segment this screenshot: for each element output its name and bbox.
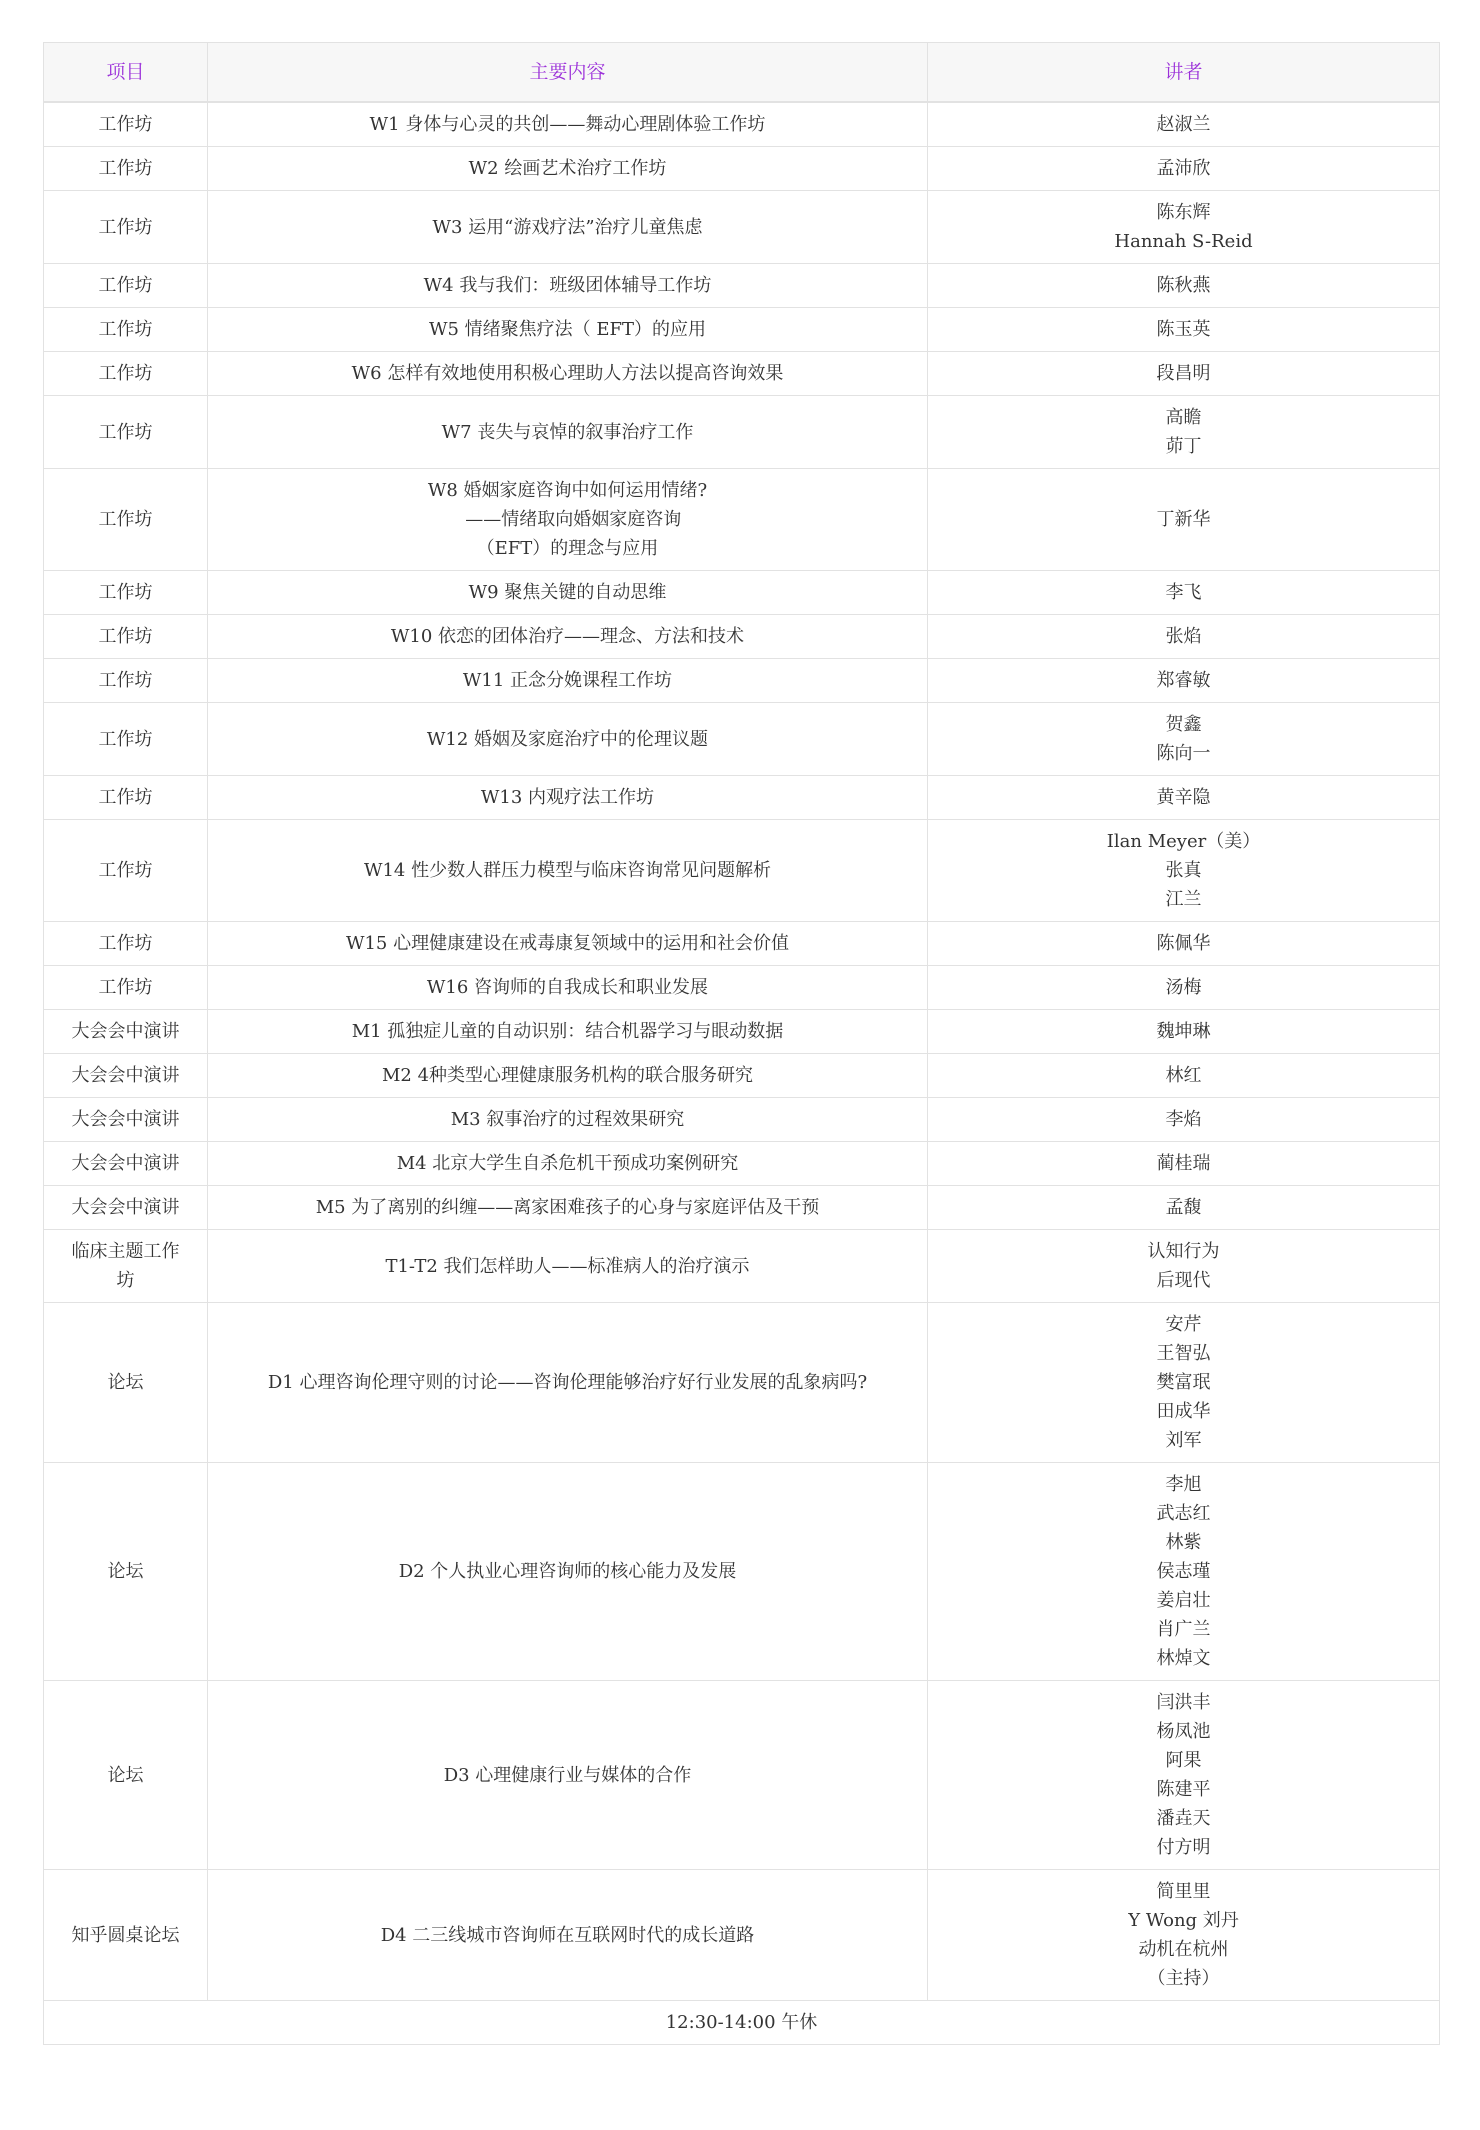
- speaker-line: 闫洪丰: [1156, 1692, 1211, 1713]
- content-line: M5 为了离别的纠缠——离家困难孩子的心身与家庭评估及干预: [315, 1197, 820, 1218]
- speaker-line: 贺鑫: [1165, 714, 1202, 735]
- speaker-line: 段昌明: [1156, 363, 1211, 384]
- lunch-break: 12:30-14:00 午休: [44, 2001, 1440, 2045]
- category-cell: [44, 191, 208, 264]
- speaker-line: 杨凤池: [1156, 1721, 1211, 1742]
- content-line: M4 北京大学生自杀危机干预成功案例研究: [396, 1153, 739, 1174]
- speaker-line: 张焰: [1165, 626, 1202, 647]
- content-line: W6 怎样有效地使用积极心理助人方法以提高咨询效果: [351, 363, 784, 384]
- content-line: M1 孤独症儿童的自动识别：结合机器学习与眼动数据: [351, 1021, 784, 1042]
- table-row: [44, 1054, 1440, 1098]
- speaker-line: 田成华: [1156, 1401, 1211, 1422]
- table-row: [44, 1681, 1440, 1870]
- content-line: W12 婚姻及家庭治疗中的伦理议题: [426, 728, 709, 750]
- content-line: D4 二三线城市咨询师在互联网时代的成长道路: [380, 1924, 755, 1946]
- speaker-cell: [928, 352, 1440, 396]
- speaker-line: 简里里: [1156, 1881, 1211, 1902]
- category-cell: [44, 820, 208, 922]
- content-cell: [208, 352, 928, 396]
- category-line: 工作坊: [98, 626, 153, 647]
- speaker-line: 茆丁: [1165, 436, 1202, 457]
- category-cell: [44, 1870, 208, 2001]
- category-cell: [44, 102, 208, 147]
- category-cell: [44, 1681, 208, 1870]
- table-row: [44, 1010, 1440, 1054]
- speaker-line: 林红: [1165, 1065, 1202, 1086]
- speaker-line: 黄辛隐: [1156, 787, 1211, 808]
- content-cell: [208, 776, 928, 820]
- speaker-line: 后现代: [1156, 1270, 1211, 1291]
- speaker-cell: [928, 469, 1440, 571]
- content-cell: [208, 1681, 928, 1870]
- category-cell: [44, 703, 208, 776]
- table-row: [44, 571, 1440, 615]
- speaker-line: Y Wong 刘丹: [1128, 1910, 1239, 1931]
- speaker-cell: [928, 1054, 1440, 1098]
- speaker-cell: [928, 571, 1440, 615]
- category-cell: [44, 922, 208, 966]
- speaker-line: 江兰: [1165, 889, 1202, 910]
- content-line: M2 4种类型心理健康服务机构的联合服务研究: [381, 1065, 754, 1086]
- content-cell: [208, 922, 928, 966]
- content-line: W9 聚焦关键的自动思维: [468, 582, 667, 603]
- speaker-line: 付方明: [1156, 1837, 1211, 1858]
- content-cell: [208, 820, 928, 922]
- content-cell: [208, 1054, 928, 1098]
- header-row: [44, 43, 1440, 103]
- table-row: [44, 659, 1440, 703]
- category-cell: [44, 571, 208, 615]
- category-line: 工作坊: [98, 158, 153, 179]
- category-line: 工作坊: [98, 933, 153, 954]
- table-row: [44, 703, 1440, 776]
- speaker-cell: [928, 1463, 1440, 1681]
- speaker-line: 蔺桂瑞: [1156, 1153, 1211, 1174]
- table-row: [44, 922, 1440, 966]
- content-line: W16 咨询师的自我成长和职业发展: [426, 977, 709, 998]
- speaker-line: 李飞: [1165, 582, 1202, 603]
- category-cell: [44, 147, 208, 191]
- table-row: [44, 1230, 1440, 1303]
- content-cell: [208, 264, 928, 308]
- content-line: W4 我与我们：班级团体辅导工作坊: [423, 275, 712, 296]
- category-line: 大会会中演讲: [71, 1153, 180, 1174]
- content-line: W8 婚姻家庭咨询中如何运用情绪?: [427, 480, 708, 501]
- content-cell: [208, 308, 928, 352]
- category-line: 大会会中演讲: [71, 1065, 180, 1086]
- content-cell: [208, 191, 928, 264]
- speaker-cell: [928, 1098, 1440, 1142]
- content-line: T1-T2 我们怎样助人——标准病人的治疗演示: [385, 1255, 750, 1277]
- category-cell: [44, 1010, 208, 1054]
- speaker-line: 张真: [1165, 860, 1202, 881]
- table-row: [44, 308, 1440, 352]
- table-row: [44, 1870, 1440, 2001]
- category-cell: [44, 615, 208, 659]
- content-line: D3 心理健康行业与媒体的合作: [443, 1764, 692, 1786]
- category-line: 工作坊: [98, 787, 153, 808]
- speaker-line: 认知行为: [1147, 1241, 1220, 1262]
- speaker-line: 安芹: [1165, 1314, 1202, 1335]
- speaker-line: 刘军: [1165, 1430, 1202, 1451]
- content-cell: [208, 1098, 928, 1142]
- category-line: 论坛: [107, 1561, 144, 1582]
- category-line: 工作坊: [98, 509, 153, 530]
- speaker-line: 林紫: [1165, 1532, 1202, 1553]
- speaker-cell: [928, 776, 1440, 820]
- table-row: [44, 1098, 1440, 1142]
- table-row: [44, 615, 1440, 659]
- table-footer: [44, 2001, 1440, 2045]
- content-line: W5 情绪聚焦疗法（ EFT）的应用: [428, 319, 707, 340]
- speaker-line: 李焰: [1165, 1109, 1202, 1130]
- content-line: W1 身体与心灵的共创——舞动心理剧体验工作坊: [369, 114, 766, 135]
- speaker-line: Hannah S-Reid: [1114, 231, 1253, 252]
- category-cell: [44, 1230, 208, 1303]
- speaker-line: 林焯文: [1156, 1648, 1211, 1669]
- speaker-cell: [928, 396, 1440, 469]
- speaker-line: 汤梅: [1165, 977, 1202, 998]
- speaker-line: 李旭: [1165, 1474, 1202, 1495]
- content-cell: [208, 615, 928, 659]
- speaker-cell: [928, 659, 1440, 703]
- speaker-line: 樊富珉: [1156, 1372, 1211, 1393]
- category-line: 工作坊: [98, 728, 153, 750]
- speaker-line: 陈建平: [1156, 1779, 1211, 1800]
- category-cell: [44, 396, 208, 469]
- table-row: [44, 396, 1440, 469]
- speaker-cell: [928, 820, 1440, 922]
- table-row: [44, 1463, 1440, 1681]
- speaker-cell: [928, 1186, 1440, 1230]
- category-cell: [44, 659, 208, 703]
- category-cell: [44, 308, 208, 352]
- content-line: W15 心理健康建设在戒毒康复领域中的运用和社会价值: [345, 933, 790, 954]
- content-cell: [208, 1142, 928, 1186]
- speaker-cell: [928, 615, 1440, 659]
- content-cell: [208, 1186, 928, 1230]
- speaker-line: 陈佩华: [1156, 933, 1211, 954]
- content-cell: [208, 102, 928, 147]
- category-cell: [44, 966, 208, 1010]
- speaker-cell: [928, 1230, 1440, 1303]
- speaker-line: 魏坤琳: [1156, 1021, 1211, 1042]
- content-line: D1 心理咨询伦理守则的讨论——咨询伦理能够治疗好行业发展的乱象病吗?: [267, 1372, 868, 1393]
- category-cell: [44, 469, 208, 571]
- table-row: [44, 191, 1440, 264]
- content-line: D2 个人执业心理咨询师的核心能力及发展: [398, 1561, 737, 1582]
- speaker-line: Ilan Meyer（美）: [1106, 831, 1261, 852]
- speaker-cell: [928, 922, 1440, 966]
- header-content: 主要内容: [208, 43, 928, 103]
- table-row: [44, 264, 1440, 308]
- speaker-cell: [928, 1870, 1440, 2001]
- speaker-line: 孟馥: [1165, 1197, 1202, 1218]
- table-row: [44, 102, 1440, 147]
- footer-row: [44, 2001, 1440, 2045]
- category-line: 工作坊: [98, 319, 153, 340]
- category-line: 论坛: [107, 1372, 144, 1393]
- speaker-cell: [928, 703, 1440, 776]
- speaker-line: 侯志瑾: [1156, 1561, 1211, 1582]
- table-row: [44, 1186, 1440, 1230]
- speaker-cell: [928, 308, 1440, 352]
- category-line: 工作坊: [98, 582, 153, 603]
- content-cell: [208, 1230, 928, 1303]
- content-line: W13 内观疗法工作坊: [480, 787, 655, 808]
- category-line: 大会会中演讲: [71, 1197, 180, 1218]
- speaker-line: 阿果: [1165, 1750, 1202, 1771]
- speaker-cell: [928, 102, 1440, 147]
- speaker-cell: [928, 264, 1440, 308]
- speaker-line: 陈玉英: [1156, 319, 1211, 340]
- content-cell: [208, 571, 928, 615]
- speaker-line: 肖广兰: [1156, 1619, 1211, 1640]
- speaker-line: 赵淑兰: [1156, 114, 1211, 135]
- category-line: 工作坊: [98, 114, 153, 135]
- content-line: W11 正念分娩课程工作坊: [462, 670, 673, 691]
- category-line: 知乎圆桌论坛: [71, 1924, 180, 1946]
- speaker-cell: [928, 966, 1440, 1010]
- speaker-cell: [928, 1142, 1440, 1186]
- category-line: 工作坊: [98, 421, 153, 443]
- content-line: （EFT）的理念与应用: [476, 538, 659, 559]
- category-line: 工作坊: [98, 275, 153, 296]
- table-row: [44, 1142, 1440, 1186]
- schedule-container: [43, 42, 1439, 2045]
- table-body: [44, 102, 1440, 2001]
- content-line: M3 叙事治疗的过程效果研究: [450, 1109, 685, 1130]
- category-cell: [44, 1463, 208, 1681]
- speaker-line: 王智弘: [1156, 1343, 1211, 1364]
- content-cell: [208, 659, 928, 703]
- category-cell: [44, 1303, 208, 1463]
- category-cell: [44, 352, 208, 396]
- speaker-line: （主持）: [1147, 1968, 1220, 1989]
- category-line: 工作坊: [98, 363, 153, 384]
- speaker-line: 高瞻: [1165, 407, 1202, 428]
- category-cell: [44, 776, 208, 820]
- category-cell: [44, 1054, 208, 1098]
- category-cell: [44, 1186, 208, 1230]
- table-row: [44, 776, 1440, 820]
- table-header: [44, 43, 1440, 103]
- speaker-line: 武志红: [1156, 1503, 1211, 1524]
- content-line: W10 依恋的团体治疗——理念、方法和技术: [390, 626, 745, 647]
- content-cell: [208, 1870, 928, 2001]
- speaker-line: 孟沛欣: [1156, 158, 1211, 179]
- speaker-line: 潘垚天: [1156, 1808, 1211, 1829]
- content-cell: [208, 396, 928, 469]
- speaker-cell: [928, 1010, 1440, 1054]
- category-line: 工作坊: [98, 977, 153, 998]
- schedule-table: [43, 42, 1440, 2045]
- table-row: [44, 147, 1440, 191]
- table-row: [44, 1303, 1440, 1463]
- content-cell: [208, 1303, 928, 1463]
- header-category: 项目: [44, 43, 208, 103]
- category-line: 工作坊: [98, 216, 153, 238]
- content-cell: [208, 966, 928, 1010]
- content-line: W3 运用“游戏疗法”治疗儿童焦虑: [432, 216, 703, 238]
- content-cell: [208, 1010, 928, 1054]
- table-row: [44, 966, 1440, 1010]
- category-line: 工作坊: [98, 860, 153, 881]
- content-cell: [208, 703, 928, 776]
- category-cell: [44, 1098, 208, 1142]
- speaker-line: 姜启壮: [1156, 1590, 1211, 1611]
- table-row: [44, 820, 1440, 922]
- speaker-line: 郑睿敏: [1156, 670, 1211, 691]
- category-line: 大会会中演讲: [71, 1021, 180, 1042]
- speaker-cell: [928, 1681, 1440, 1870]
- category-cell: [44, 1142, 208, 1186]
- category-line: 工作坊: [98, 670, 153, 691]
- content-line: W2 绘画艺术治疗工作坊: [468, 158, 667, 179]
- category-line: 坊: [116, 1270, 135, 1291]
- content-cell: [208, 1463, 928, 1681]
- category-cell: [44, 264, 208, 308]
- table-row: [44, 352, 1440, 396]
- content-line: W7 丧失与哀悼的叙事治疗工作: [441, 421, 694, 443]
- speaker-line: 陈向一: [1156, 743, 1211, 764]
- content-cell: [208, 469, 928, 571]
- content-line: W14 性少数人群压力模型与临床咨询常见问题解析: [363, 860, 772, 881]
- speaker-line: 动机在杭州: [1138, 1939, 1229, 1960]
- speaker-cell: [928, 1303, 1440, 1463]
- category-line: 大会会中演讲: [71, 1109, 180, 1130]
- table-row: [44, 469, 1440, 571]
- speaker-cell: [928, 191, 1440, 264]
- speaker-line: 陈秋燕: [1156, 275, 1211, 296]
- speaker-line: 陈东辉: [1156, 202, 1211, 223]
- content-line: ——情绪取向婚姻家庭咨询: [453, 509, 682, 530]
- content-cell: [208, 147, 928, 191]
- category-line: 论坛: [107, 1764, 144, 1786]
- speaker-cell: [928, 147, 1440, 191]
- category-line: 临床主题工作: [71, 1241, 180, 1262]
- header-speaker: 讲者: [928, 43, 1440, 103]
- speaker-line: 丁新华: [1156, 509, 1211, 530]
